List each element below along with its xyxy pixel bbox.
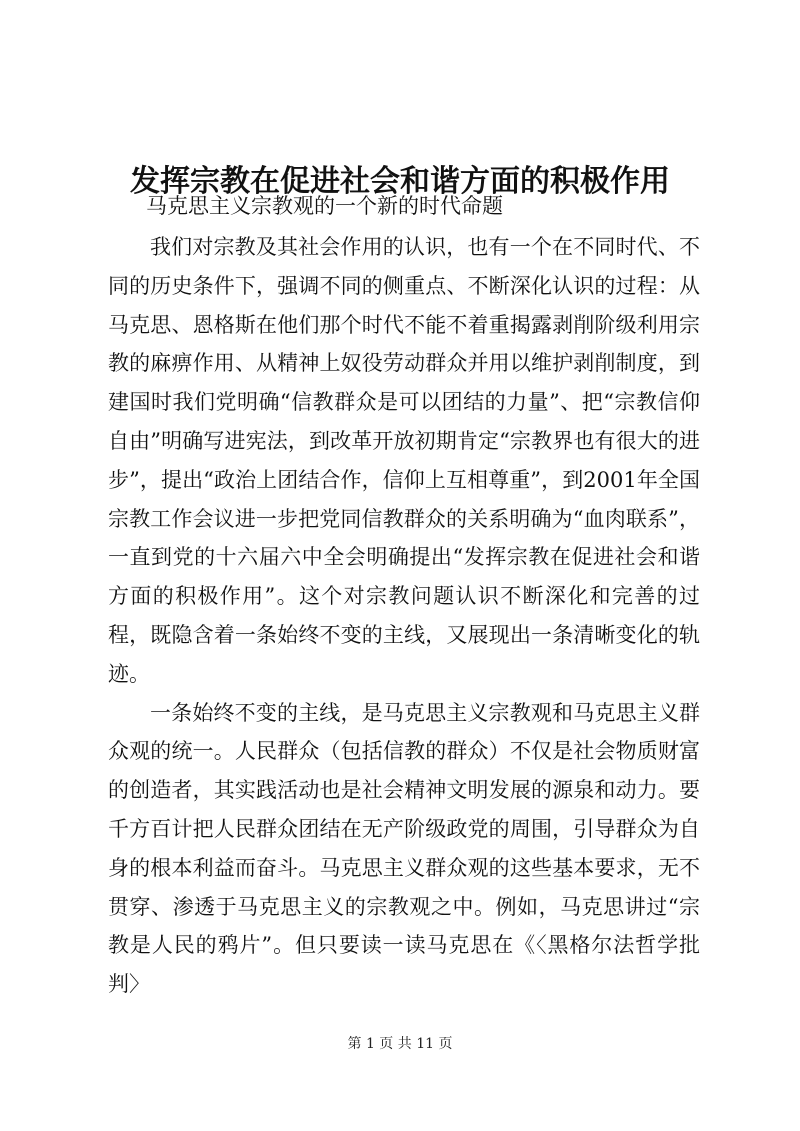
document-title: 发挥宗教在促进社会和谐方面的积极作用 (130, 164, 670, 200)
document-subtitle: 马克思主义宗教观的一个新的时代命题 (146, 194, 503, 218)
page-number-footer: 第 1 页 共 11 页 (347, 1036, 453, 1052)
document-body (108, 228, 700, 1004)
body-paragraph: 我们对宗教及其社会作用的认识，也有一个在不同时代、不同的历史条件下，强调不同的侧重点、不断深化认识的过程：从马克思、恩格斯在他们那个时代不能不着重揭露剥削阶级利用宗教的麻痹作用、从精神上奴役劳动群众并用以维护剥削制度，到建国时我们党明确“信教群众是可以团结的力量”、把“宗教信仰自由”明确写进宪法，到改革开放初期肯定“宗教界也有很大的进步”，提出“政治上团结合作，信仰上互相尊重”，到2001年全国宗教工作会议进一步把党同信教群众的关系明确为“血肉联系”，一直到党的十六届六中全会明确提出“发挥宗教在促进社会和谐方面的积极作用”。这个对宗教问题认识不断深化和完善的过程，既隐含着一条始终不变的主线，又展现出一条清晰变化的轨迹。 (108, 235, 700, 686)
body-paragraph: 一条始终不变的主线，是马克思主义宗教观和马克思主义群众观的统一。人民群众（包括信教的群众）不仅是社会物质财富的创造者，其实践活动也是社会精神文明发展的源泉和动力。要千方百计把人民群众团结在无产阶级政党的周围，引导群众为自身的根本利益而奋斗。马克思主义群众观的这些基本要求，无不贯穿、渗透于马克思主义的宗教观之中。例如，马克思讲过“宗教是人民的鸦片”。但只要读一读马克思在《〈黑格尔法哲学批判〉 (108, 700, 700, 997)
